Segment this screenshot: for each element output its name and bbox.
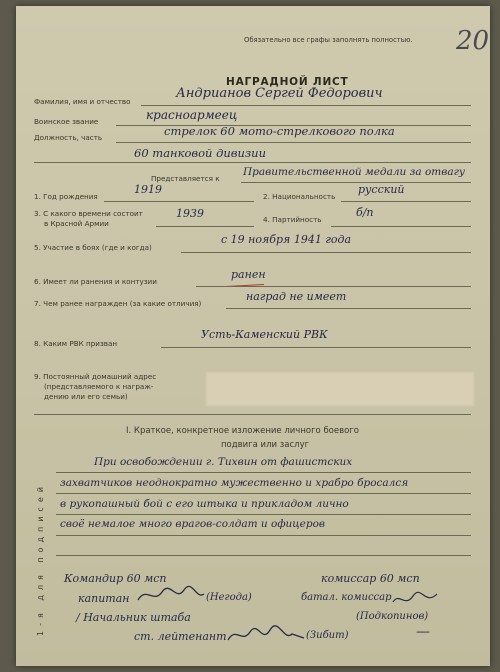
rule-1 bbox=[56, 472, 471, 473]
address-label-2: (представляемого к награж- bbox=[44, 382, 154, 391]
rank-label: Воинское звание bbox=[34, 117, 99, 126]
commissar-name: (Подкопинов) bbox=[356, 611, 429, 622]
stroke-mark: — bbox=[416, 624, 430, 640]
battles-line bbox=[181, 252, 471, 253]
wounds-line bbox=[196, 286, 471, 287]
rule-3 bbox=[56, 514, 471, 515]
chief-of-staff-title: / Начальник штаба bbox=[76, 611, 191, 624]
rvk-line bbox=[161, 347, 471, 348]
summary-heading-1: I. Краткое, конкретное изложение личного боевого bbox=[126, 426, 359, 436]
name-line bbox=[141, 105, 471, 106]
position-line-1 bbox=[116, 142, 471, 143]
award-label: Представляется к bbox=[151, 174, 220, 183]
commissar-rank: батал. комиссар bbox=[301, 592, 392, 603]
commissar-title: комиссар 60 мсп bbox=[321, 572, 420, 585]
address-label-3: дению или его семьи) bbox=[44, 392, 128, 401]
section-divider bbox=[34, 414, 471, 415]
position-label: Должность, часть bbox=[34, 133, 103, 142]
chief-of-staff-name: (Зибит) bbox=[306, 630, 349, 641]
birth-value: 1919 bbox=[134, 183, 162, 196]
award-line bbox=[241, 182, 471, 183]
birth-line bbox=[104, 201, 254, 202]
summary-line-1: При освобождении г. Тихвин от фашистских bbox=[94, 456, 353, 468]
rvk-value: Усть-Каменский РВК bbox=[201, 328, 328, 341]
summary-line-4: своё немалое много врагов-солдат и офицеров bbox=[60, 518, 326, 530]
commander-rank: капитан bbox=[78, 592, 130, 605]
party-label: 4. Партийность bbox=[263, 215, 322, 224]
page-title: НАГРАДНОЙ ЛИСТ bbox=[226, 76, 349, 88]
battles-label: 5. Участие в боях (где и когда) bbox=[34, 243, 152, 252]
rule-4 bbox=[56, 535, 471, 536]
position-value-2: 60 танковой дивизии bbox=[134, 146, 266, 160]
army-label-2: в Красной Армии bbox=[44, 219, 109, 228]
prev-awards-label: 7. Чем ранее награжден (за какие отличия) bbox=[34, 299, 202, 308]
page-number: 20 bbox=[456, 26, 490, 56]
nationality-label: 2. Национальность bbox=[263, 192, 336, 201]
award-sheet bbox=[16, 6, 490, 666]
party-line bbox=[331, 226, 471, 227]
name-value: Андрианов Сергей Федорович bbox=[176, 86, 383, 101]
prev-awards-line bbox=[226, 308, 471, 309]
summary-line-2: захватчиков неоднократно мужественно и храбро бросался bbox=[60, 477, 409, 489]
address-label-1: 9. Постоянный домашний адрес bbox=[34, 372, 157, 381]
nationality-line bbox=[341, 201, 471, 202]
nationality-value: русский bbox=[358, 183, 405, 196]
award-value: Правительственной медали за отвагу bbox=[243, 166, 465, 178]
army-label-1: 3. С какого времени состоит bbox=[34, 209, 143, 218]
signature-margin bbox=[36, 306, 50, 636]
chief-of-staff-rank: ст. лейтенант bbox=[134, 630, 227, 643]
army-line bbox=[156, 226, 254, 227]
rule-5 bbox=[56, 555, 471, 556]
chief-of-staff-signature bbox=[226, 622, 306, 648]
commander-title: Командир 60 мсп bbox=[64, 572, 167, 585]
birth-label: 1. Год рождения bbox=[34, 192, 98, 201]
position-value-1: стрелок 60 мото-стрелкового полка bbox=[164, 124, 395, 138]
wounds-label: 6. Имеет ли ранения и контузии bbox=[34, 277, 157, 286]
rule-2 bbox=[56, 493, 471, 494]
summary-heading-2: подвига или заслуг bbox=[221, 440, 310, 450]
army-value: 1939 bbox=[176, 207, 204, 220]
fill-all-note: Обязательно все графы заполнять полностью. bbox=[244, 36, 413, 44]
sidebar-text: 1-я для подписей bbox=[36, 482, 45, 636]
party-value: б/п bbox=[356, 206, 374, 219]
name-label: Фамилия, имя и отчество bbox=[34, 97, 131, 106]
position-line-2 bbox=[34, 162, 471, 163]
battles-value: с 19 ноября 1941 года bbox=[221, 233, 352, 246]
prev-awards-value: наград не имеет bbox=[246, 290, 347, 303]
commissar-signature bbox=[391, 588, 441, 610]
wounds-value: ранен bbox=[231, 268, 266, 281]
rank-value: красноармеец bbox=[146, 108, 238, 122]
commander-name: (Негода) bbox=[206, 592, 252, 603]
commander-signature bbox=[136, 584, 206, 606]
summary-line-3: в рукопашный бой с его штыка и прикладом лично bbox=[60, 498, 349, 510]
rvk-label: 8. Каким РВК призван bbox=[34, 339, 118, 348]
redacted-address bbox=[206, 372, 474, 406]
